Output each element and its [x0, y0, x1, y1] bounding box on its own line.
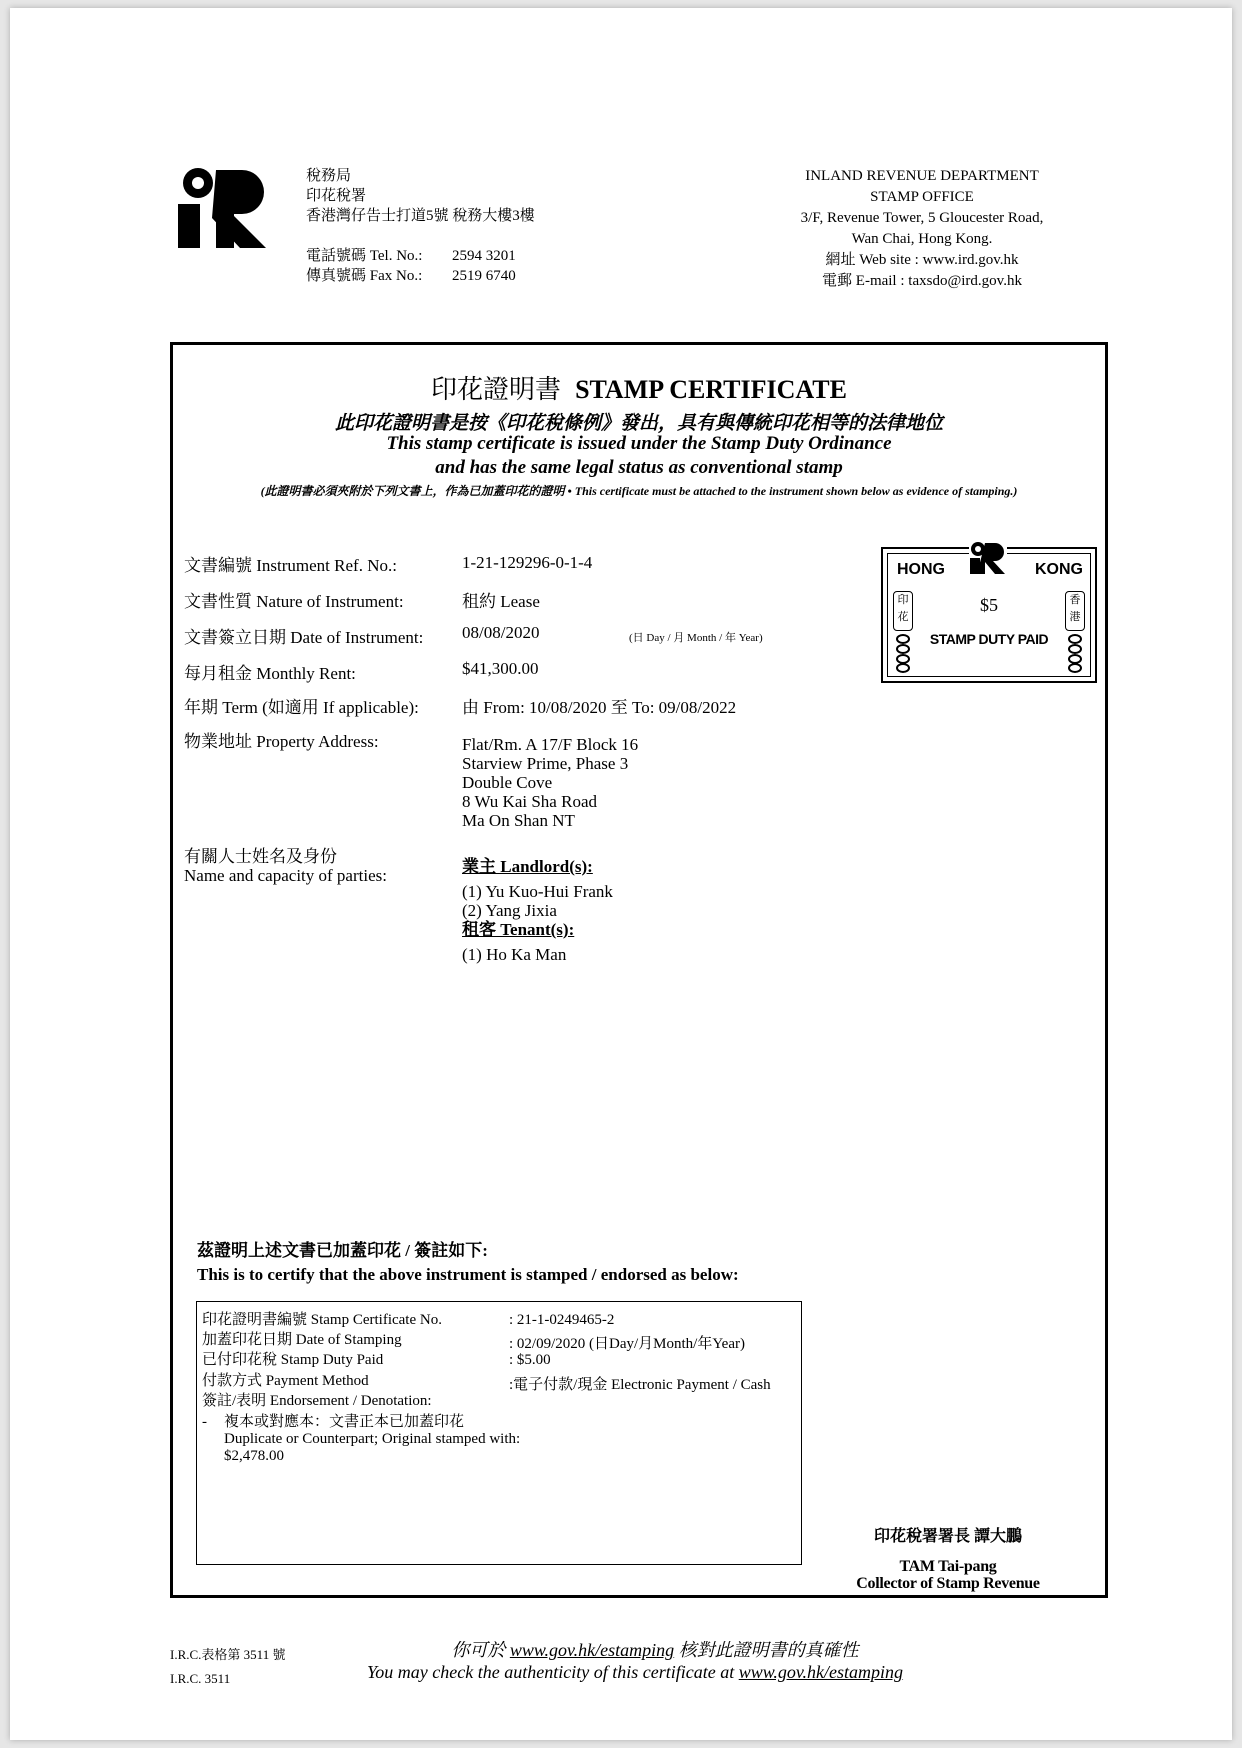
- collector-name: TAM Tai-pang: [899, 1558, 997, 1575]
- stamp-certificate-box: [170, 342, 1108, 1598]
- tenant-item: (1) Ho Ka Man: [462, 945, 567, 964]
- landlord-item: (2) Yang Jixia: [462, 901, 557, 920]
- stamp-date-label: 加蓋印花日期 Date of Stamping: [202, 1332, 402, 1348]
- stamp-duty-paid-stamp: [881, 547, 1097, 683]
- rent-label: 每月租金 Monthly Rent:: [184, 664, 356, 683]
- payment-method-value: :電子付款/現金 Electronic Payment / Cash: [509, 1377, 771, 1393]
- collector-signature-block: [833, 1523, 1063, 1592]
- subtitle-zh: 此印花證明書是按《印花稅條例》發出，具有與傳統印花相等的法律地位: [334, 413, 943, 434]
- date-value: 08/08/2020: [462, 623, 540, 642]
- document-page: [10, 8, 1232, 1740]
- rent-value: $41,300.00: [462, 659, 539, 678]
- email-row: [772, 271, 1072, 292]
- email-link[interactable]: taxsdo@ird.gov.hk: [908, 273, 1022, 289]
- stamping-details-box: [196, 1301, 802, 1565]
- stamp-ornament-icon: [895, 633, 911, 673]
- org-name-zh: 稅務局: [306, 168, 352, 184]
- ref-value: 1-21-129296-0-1-4: [462, 553, 593, 572]
- email-label: 電郵 E-mail :: [822, 273, 909, 289]
- address-line: Ma On Shan NT: [462, 811, 575, 830]
- endorsement-note: [202, 1414, 520, 1465]
- date-label: 文書簽立日期 Date of Instrument:: [184, 628, 424, 647]
- verify-link-en[interactable]: www.gov.hk/estamping: [738, 1662, 904, 1682]
- note-dash: -: [202, 1414, 207, 1430]
- tel-row: [306, 246, 535, 266]
- certify-zh: 茲證明上述文書已加蓋印花 / 簽註如下:: [197, 1241, 488, 1260]
- certify-en: This is to certify that the above instrument is stamped / endorsed as below:: [197, 1265, 739, 1284]
- property-address-label: 物業地址 Property Address:: [184, 732, 379, 751]
- collector-title-en: Collector of Stamp Revenue: [856, 1575, 1040, 1592]
- fax-number: 2519 6740: [452, 268, 516, 284]
- website-label: 網址 Web site :: [825, 252, 923, 268]
- form-reference: [170, 1642, 285, 1692]
- payment-method-label: 付款方式 Payment Method: [202, 1373, 369, 1389]
- parties-label-zh: 有關人士姓名及身份: [184, 847, 337, 866]
- form-number-en: I.R.C. 3511: [170, 1671, 231, 1686]
- nature-label: 文書性質 Nature of Instrument:: [184, 592, 404, 611]
- duty-paid-value: : $5.00: [509, 1352, 551, 1368]
- property-address: [462, 735, 638, 830]
- landlord-heading: 業主 Landlord(s):: [462, 857, 593, 876]
- endorsement-label: 簽註/表明 Endorsement / Denotation:: [202, 1393, 432, 1409]
- tel-number: 2594 3201: [452, 248, 516, 264]
- address-line: Flat/Rm. A 17/F Block 16: [462, 735, 639, 754]
- stamp-seal-right: 香港: [1065, 591, 1085, 631]
- landlord-item: (1) Yu Kuo-Hui Frank: [462, 882, 613, 901]
- stamp-text-kong: KONG: [1035, 561, 1083, 578]
- parties-list: [462, 857, 613, 964]
- subtitle-en-1: This stamp certificate is issued under the Stamp Duty Ordinance: [386, 433, 892, 454]
- note-line-1: 複本或對應本：文書正本已加蓋印花: [224, 1414, 465, 1430]
- verify-note-zh: 你可於 www.gov.hk/estamping 核對此證明書的真確性: [451, 1640, 859, 1660]
- address-line-1: 3/F, Revenue Tower, 5 Gloucester Road,: [800, 210, 1044, 226]
- collector-title-zh: 印花稅署署長 譚大鵬: [873, 1528, 1022, 1545]
- parties-label-en: Name and capacity of parties:: [184, 866, 387, 885]
- certify-statement: [197, 1239, 739, 1287]
- tenant-heading: 租客 Tenant(s):: [462, 920, 575, 939]
- stamp-date-value: : 02/09/2020 (日Day/月Month/年Year): [509, 1336, 745, 1352]
- address-line: Starview Prime, Phase 3: [462, 754, 629, 773]
- address-zh: 香港灣仔告士打道5號 稅務大樓3樓: [306, 208, 535, 224]
- subtitle-en-2: and has the same legal status as conventional stamp: [435, 457, 843, 478]
- nature-value: 租約 Lease: [462, 592, 540, 611]
- note-line-2: Duplicate or Counterpart; Original stamped with:: [224, 1431, 521, 1447]
- header-right: [772, 166, 1072, 292]
- website-link[interactable]: www.ird.gov.hk: [922, 252, 1019, 268]
- fax-row: [306, 266, 535, 286]
- address-line: 8 Wu Kai Sha Road: [462, 792, 597, 811]
- tel-label: 電話號碼 Tel. No.:: [306, 248, 423, 264]
- date-format-hint: (日 Day / 月 Month / 年 Year): [629, 632, 763, 644]
- parties-label: [184, 847, 387, 885]
- header-left: [306, 166, 535, 286]
- fax-label: 傳真號碼 Fax No.:: [306, 268, 423, 284]
- form-number-zh: I.R.C.表格第 3511 號: [170, 1647, 286, 1662]
- verify-link-zh[interactable]: www.gov.hk/estamping: [509, 1640, 675, 1660]
- title-zh: 印花證明書: [431, 375, 562, 404]
- stamp-amount: $5: [980, 595, 998, 615]
- address-line: Double Cove: [462, 773, 553, 792]
- certificate-title: [173, 369, 1105, 406]
- stamp-ir-logo: [969, 541, 1007, 575]
- verify-note-en: You may check the authenticity of this certificate at www.gov.hk/estamping: [366, 1662, 904, 1682]
- term-value: 由 From: 10/08/2020 至 To: 09/08/2022: [462, 698, 737, 717]
- note-line-3: $2,478.00: [224, 1448, 284, 1464]
- cert-no-label: 印花證明書編號 Stamp Certificate No.: [202, 1312, 442, 1328]
- stamp-status: STAMP DUTY PAID: [929, 631, 1049, 647]
- title-en: STAMP CERTIFICATE: [575, 375, 847, 404]
- address-line-2: Wan Chai, Hong Kong.: [851, 231, 993, 247]
- ref-label: 文書編號 Instrument Ref. No.:: [184, 556, 397, 575]
- office-name-zh: 印花稅署: [306, 188, 367, 204]
- term-label: 年期 Term (如適用 If applicable):: [184, 698, 419, 717]
- cert-no-value: : 21-1-0249465-2: [509, 1312, 615, 1328]
- stamp-text-hong: HONG: [897, 561, 945, 578]
- website-row: [772, 250, 1072, 271]
- attachment-note: (此證明書必須夾附於下列文書上，作為已加蓋印花的證明 • This certificate must be attached to the instrument shown below as evidence of stamping.): [260, 484, 1018, 498]
- duty-paid-label: 已付印花稅 Stamp Duty Paid: [202, 1352, 384, 1368]
- office-name: STAMP OFFICE: [870, 189, 974, 205]
- department-name: INLAND REVENUE DEPARTMENT: [805, 168, 1039, 184]
- stamp-ornament-icon: [1067, 633, 1083, 673]
- stamp-seal-left: 印花: [893, 591, 913, 631]
- ird-logo: [176, 166, 268, 248]
